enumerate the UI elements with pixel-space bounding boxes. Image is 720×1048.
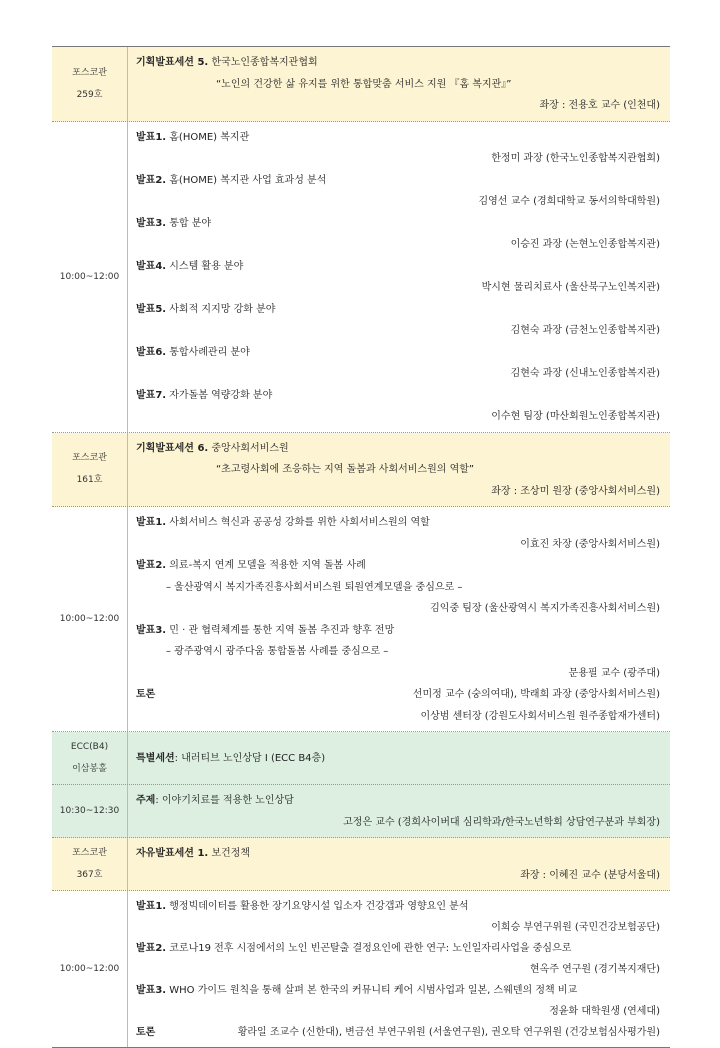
time-range: 10:00~12:00 xyxy=(59,964,120,974)
time-range: 10:00~12:00 xyxy=(59,614,120,624)
talk-speaker: 정윤화 대학원생 (연세대) xyxy=(549,1006,660,1017)
talk-speaker: 김영선 교수 (경희대학교 동서의학대학원) xyxy=(478,196,660,207)
discussion-panel: 이상범 센터장 (강원도사회서비스원 원주종합재가센터) xyxy=(420,710,660,722)
talk-label: 발표1. xyxy=(136,517,167,528)
talk-title xyxy=(136,342,660,364)
talk-title-text: 행정빅데이터를 활용한 장기요양시설 입소자 건강갭과 영향요인 분석 xyxy=(169,901,469,912)
topic-title: 주제: 이야기치료를 적용한 노인상담 xyxy=(136,795,294,806)
talk-title xyxy=(136,938,660,959)
talk-label: 발표3. xyxy=(136,985,167,996)
special-session-topic xyxy=(52,785,670,838)
talk-title-text: 시스템 활용 분야 xyxy=(169,260,244,272)
talk-speaker: 이희승 부연구위원 (국민건강보험공단) xyxy=(491,922,660,933)
room-cell xyxy=(52,433,128,507)
talk-list xyxy=(52,122,670,433)
talk-title xyxy=(136,555,660,577)
session-title: 특별세션: 내러티브 노인상담 I (ECC B4층) xyxy=(136,752,326,764)
talk-title xyxy=(136,170,660,192)
talk-list xyxy=(52,507,670,732)
talk-title-text: 의료-복지 연계 모델을 적용한 지역 돌봄 사례 xyxy=(169,560,366,571)
session-subtitle: “노인의 건강한 삶 유지를 위한 통합맞춤 서비스 지원 『홈 복지관』” xyxy=(216,78,512,90)
session-title: 기획발표세션 6. 중앙사회서비스원 xyxy=(136,442,289,454)
talk-speaker: 이효진 차장 (중앙사회서비스원) xyxy=(520,538,660,550)
talk-title xyxy=(136,213,660,235)
session-chair: 좌장 : 이혜진 교수 (분당서울대) xyxy=(520,869,660,881)
session-header xyxy=(52,47,670,122)
talk-title-text: 사회적 지지망 강화 분야 xyxy=(169,303,276,315)
talk-label: 발표1. xyxy=(136,131,167,143)
talk-title-text: 통합사례관리 분야 xyxy=(169,346,250,358)
talk-list xyxy=(52,891,670,1048)
talk-title-text: 코로나19 전후 시점에서의 노인 빈곤탈출 결정요인에 관한 연구: 노인일자리사업을 중심으로 xyxy=(169,943,572,954)
talk-label: 발표1. xyxy=(136,901,167,912)
talk-label: 발표7. xyxy=(136,389,167,401)
talk-label: 발표2. xyxy=(136,943,167,954)
talk-label: 발표2. xyxy=(136,560,167,571)
time-cell xyxy=(52,785,128,837)
session-chair: 좌장 : 전용호 교수 (인천대) xyxy=(539,100,660,111)
session-info xyxy=(128,732,670,784)
talk-title-text: 민 · 관 협력체계를 통한 지역 돌봄 추진과 향후 전망 xyxy=(169,624,395,636)
room-building: 포스코관 xyxy=(72,453,107,464)
talk-speaker: 김익중 팀장 (울산광역시 복지가족진흥사회서비스원) xyxy=(430,603,660,614)
talk-speaker: 문용필 교수 (광주대) xyxy=(568,667,660,679)
talk-speaker: 김현숙 과장 (신내노인종합복지관) xyxy=(510,368,660,379)
time-range: 10:30~12:30 xyxy=(59,806,120,816)
talk-title xyxy=(136,620,660,642)
discussion-label: 토론 xyxy=(136,689,156,700)
session-header xyxy=(52,838,670,891)
room-building: 포스코관 xyxy=(72,848,107,858)
talk-title xyxy=(136,127,660,149)
time-range: 10:00~12:00 xyxy=(59,271,120,282)
talk-label: 발표2. xyxy=(136,174,167,186)
discussion-panel: 선미정 교수 (숭의여대), 박래희 과장 (중앙사회서비스원) xyxy=(412,689,660,700)
room-number: 161호 xyxy=(76,475,103,486)
talk-title xyxy=(136,299,660,321)
session-subtitle: “초고령사회에 조응하는 지역 돌봄과 사회서비스원의 역할” xyxy=(216,464,475,475)
discussion-label: 토론 xyxy=(136,1027,156,1038)
talk-title xyxy=(136,512,660,534)
talk-speaker: 김현숙 과장 (금천노인종합복지관) xyxy=(510,325,660,336)
talk-subtitle: – 광주광역시 광주다움 통합돌봄 사례를 중심으로 – xyxy=(166,646,389,657)
room-number: 259호 xyxy=(76,89,103,100)
talk-speaker: 박시현 물리치료사 (울산북구노인복지관) xyxy=(481,282,660,293)
program-table xyxy=(52,46,670,1048)
session-title: 자유발표세션 1. 보건정책 xyxy=(136,848,251,859)
talk-title-text: 홈(HOME) 복지관 사업 효과성 분석 xyxy=(169,174,327,186)
talk-title xyxy=(136,896,660,917)
talk-label: 발표6. xyxy=(136,346,167,358)
topic-info xyxy=(128,785,670,837)
room-cell xyxy=(52,838,128,890)
special-session-header xyxy=(52,732,670,785)
talk-title-text: 홈(HOME) 복지관 xyxy=(169,131,250,143)
session-header xyxy=(52,433,670,508)
talk-speaker: 현옥주 연구원 (경기복지재단) xyxy=(529,964,660,975)
talk-label: 발표3. xyxy=(136,624,167,636)
session-info xyxy=(128,47,670,121)
room-building: ECC(B4) xyxy=(70,742,109,752)
talk-speaker: 이승진 과장 (논현노인종합복지관) xyxy=(510,239,660,250)
discussion-row xyxy=(136,1022,660,1043)
talks xyxy=(128,122,670,432)
talk-speaker: 이수현 팀장 (마산회원노인종합복지관) xyxy=(491,411,660,422)
talk-label: 발표5. xyxy=(136,303,167,315)
talks xyxy=(128,891,670,1047)
talk-title-text: 통합 분야 xyxy=(169,217,212,229)
room-cell xyxy=(52,47,128,121)
discussion-row xyxy=(136,684,660,706)
time-cell xyxy=(52,891,128,1047)
session-info xyxy=(128,838,670,890)
talk-title-text: WHO 가이드 원칙을 통해 살펴 본 한국의 커뮤니티 케어 시범사업과 일본, 스웨덴의 정책 비교 xyxy=(169,985,578,996)
talk-subtitle: – 울산광역시 복지가족진흥사회서비스원 퇴원연계모델을 중심으로 – xyxy=(166,581,463,593)
time-cell xyxy=(52,122,128,432)
room-number: 이삼봉홀 xyxy=(72,764,107,774)
talks xyxy=(128,507,670,731)
talk-title xyxy=(136,385,660,407)
talk-label: 발표3. xyxy=(136,217,167,229)
talk-title xyxy=(136,980,660,1001)
room-building: 포스코관 xyxy=(72,67,107,78)
session-chair: 좌장 : 조상미 원장 (중앙사회서비스원) xyxy=(491,485,660,497)
time-cell xyxy=(52,507,128,731)
talk-speaker: 한정미 과장 (한국노인종합복지관협회) xyxy=(491,153,660,164)
talk-title-text: 사회서비스 혁신과 공공성 강화를 위한 사회서비스원의 역할 xyxy=(169,517,430,528)
room-cell xyxy=(52,732,128,784)
topic-speaker: 고정은 교수 (경희사이버대 심리학과/한국노년학회 상담연구분과 부회장) xyxy=(343,816,660,828)
talk-label: 발표4. xyxy=(136,260,167,272)
talk-title-text: 자가돌봄 역량강화 분야 xyxy=(169,389,273,401)
discussion-panel: 황라일 조교수 (신한대), 변금선 부연구위원 (서울연구원), 권오탁 연구위원 (건강보험심사평가원) xyxy=(237,1027,660,1038)
room-number: 367호 xyxy=(76,870,103,880)
talk-title xyxy=(136,256,660,278)
session-title: 기획발표세션 5. 한국노인종합복지관협회 xyxy=(136,57,318,68)
session-info xyxy=(128,433,670,507)
